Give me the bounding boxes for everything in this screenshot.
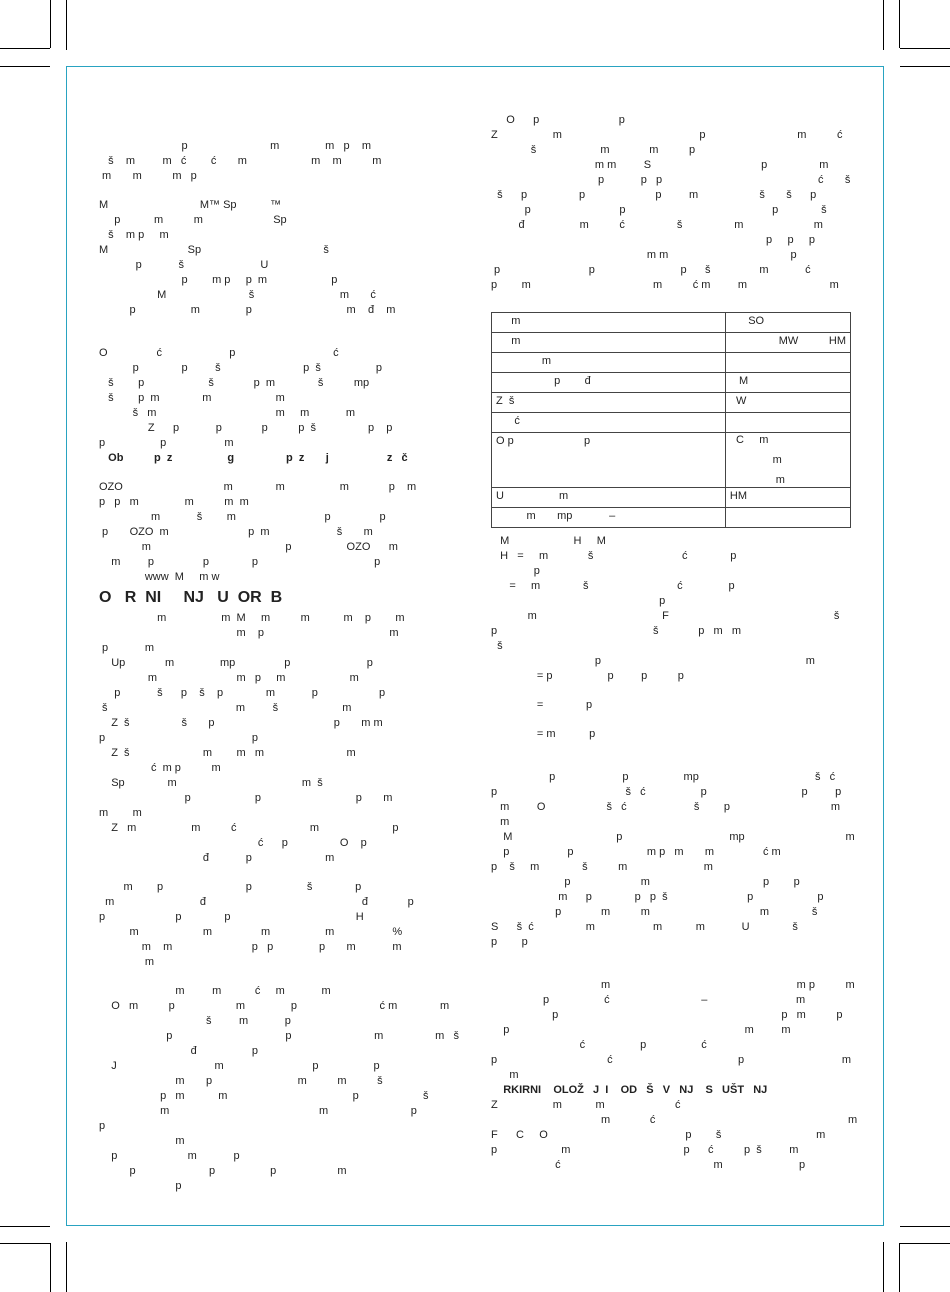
section-heading: O R NI NJ U OR B bbox=[99, 589, 283, 606]
text-line: m m M m m m p m bbox=[99, 612, 405, 624]
crop-mark bbox=[66, 0, 67, 50]
text-line: M Sp š bbox=[99, 244, 329, 256]
text-line: M p mp m bbox=[491, 831, 855, 843]
text-line: J m p p bbox=[99, 1060, 380, 1072]
text-line: p p bbox=[99, 732, 258, 744]
crop-mark bbox=[0, 1243, 50, 1244]
text-line: m m p p p m m bbox=[99, 941, 402, 953]
text-line: ć p O p bbox=[99, 837, 367, 849]
crop-mark bbox=[900, 1243, 950, 1244]
crop-mark bbox=[66, 1242, 67, 1292]
paragraph-gap bbox=[491, 756, 857, 770]
table-row bbox=[492, 373, 851, 393]
table-cell-value bbox=[725, 413, 850, 433]
text-line: Z š m m m m bbox=[99, 747, 356, 759]
text-line: p p p bbox=[491, 234, 815, 246]
table-cell-label: m bbox=[492, 313, 726, 333]
text-line: p p m p m m ć m bbox=[491, 846, 781, 858]
text-line: OZO m m m p m bbox=[99, 481, 417, 493]
text-line: p ć p m bbox=[491, 1054, 852, 1066]
paragraph-gap bbox=[99, 970, 459, 984]
text-line: p m bbox=[491, 655, 815, 667]
table-cell-value bbox=[725, 508, 850, 528]
text-line: ć m p m bbox=[99, 762, 221, 774]
text-line: p š U bbox=[99, 259, 269, 271]
text-line: Up m mp p p bbox=[99, 657, 373, 669]
crop-mark bbox=[900, 1226, 950, 1227]
table-cell-value: MW HM bbox=[725, 333, 850, 353]
bold-text-line: Ob p z g p z j z č bbox=[99, 452, 408, 464]
crop-mark bbox=[883, 1242, 884, 1292]
text-line: p m p p m p bbox=[99, 274, 338, 286]
text-line: m bbox=[99, 1135, 185, 1147]
text-line: đ m ć š m m bbox=[491, 219, 823, 231]
crop-mark bbox=[900, 48, 950, 49]
text-line: m m S p m bbox=[491, 159, 829, 171]
text-line: m m p bbox=[491, 249, 797, 261]
table-cell-value: M bbox=[725, 373, 850, 393]
text-line: m p OZO m bbox=[99, 541, 398, 553]
table-cell-label: m bbox=[492, 353, 726, 373]
text-line: p bbox=[99, 1120, 106, 1132]
table-cell-value bbox=[725, 353, 850, 373]
text-line: m š m p p bbox=[99, 511, 386, 523]
text-line: M H M bbox=[491, 535, 606, 547]
text-line: p m p ć p š m bbox=[491, 1144, 799, 1156]
table-cell-value: HM bbox=[725, 488, 850, 508]
text-line: p p mp š ć bbox=[491, 771, 836, 783]
text-line: š p p p m š š p bbox=[491, 189, 817, 201]
text-line: = m š ć p bbox=[491, 580, 735, 592]
crop-mark bbox=[0, 66, 50, 67]
paragraph-gap bbox=[491, 684, 857, 698]
text-line: p š m š m m bbox=[491, 861, 713, 873]
table-cell-label: U m bbox=[492, 488, 726, 508]
table-cell-label: ć bbox=[492, 413, 726, 433]
text-line: p p p m bbox=[99, 1165, 347, 1177]
table-row bbox=[492, 393, 851, 413]
table-row bbox=[492, 433, 851, 488]
text-line: p m m p š bbox=[99, 1090, 429, 1102]
text-line: Z š š p p m m bbox=[99, 717, 383, 729]
crop-mark bbox=[0, 1226, 50, 1227]
text-line: m m ć m m bbox=[99, 985, 331, 997]
text-line: Z m p m ć bbox=[491, 129, 843, 141]
text-line: đ p m bbox=[99, 852, 335, 864]
text-line: p š p m m bbox=[491, 625, 741, 637]
text-line: p p p š m ć bbox=[491, 264, 811, 276]
text-line: p m p p bbox=[491, 876, 800, 888]
table-row bbox=[492, 508, 851, 528]
text-line: p m m p m bbox=[99, 140, 371, 152]
text-line: š m š m bbox=[99, 702, 352, 714]
table-cell-label: p đ bbox=[492, 373, 726, 393]
text-line: m bbox=[491, 816, 510, 828]
text-line: m p p p p bbox=[99, 556, 381, 568]
text-line: m m m m % bbox=[99, 926, 403, 938]
text-line: F C O p š m bbox=[491, 1129, 826, 1141]
text-line: š m m m m bbox=[99, 407, 356, 419]
text-line: ć m p bbox=[491, 1159, 806, 1171]
text-line: m p p š p bbox=[99, 881, 362, 893]
text-line: p ć – m bbox=[491, 994, 806, 1006]
text-line: p m p m đ m bbox=[99, 304, 396, 316]
paragraph-gap bbox=[99, 332, 459, 346]
text-line: p p p š bbox=[491, 204, 827, 216]
text-line: p bbox=[491, 565, 540, 577]
text-line: š p š p m š mp bbox=[99, 377, 370, 389]
text-line: p š p š p m p p bbox=[99, 687, 386, 699]
specifications-table bbox=[491, 312, 851, 528]
paragraph-gap bbox=[99, 866, 459, 880]
text-line: đ p bbox=[99, 1045, 258, 1057]
text-line: m p m m š bbox=[99, 1075, 383, 1087]
text-line: O ć p ć bbox=[99, 347, 339, 359]
text-line: m đ đ p bbox=[99, 896, 414, 908]
text-line: m m p m bbox=[491, 979, 855, 991]
table-cell-value: SO bbox=[725, 313, 850, 333]
text-line: m m p m m bbox=[99, 672, 359, 684]
crop-mark bbox=[50, 1243, 51, 1292]
text-line: p m m Sp bbox=[99, 214, 287, 226]
table-row bbox=[492, 333, 851, 353]
text-line: š m m p bbox=[491, 144, 696, 156]
table-row bbox=[492, 313, 851, 333]
paragraph-gap bbox=[491, 964, 857, 978]
crop-mark bbox=[50, 0, 51, 48]
text-line: m p p p š p p bbox=[491, 891, 824, 903]
right-text-column-bottom bbox=[491, 534, 857, 1173]
table-cell-label: m mp – bbox=[492, 508, 726, 528]
text-line: p p m p bbox=[491, 1009, 843, 1021]
text-line: O p p bbox=[491, 114, 625, 126]
text-line: p p m bbox=[99, 437, 234, 449]
table-row bbox=[492, 413, 851, 433]
crop-mark bbox=[883, 0, 884, 50]
text-line: m O š ć š p m bbox=[491, 801, 841, 813]
table-cell-value: W bbox=[725, 393, 850, 413]
paragraph-gap bbox=[99, 466, 459, 480]
text-line: Z m m ć bbox=[491, 1099, 681, 1111]
crop-mark bbox=[900, 66, 950, 67]
text-line: p p p ć š bbox=[491, 174, 851, 186]
text-line: S š ć m m m U š bbox=[491, 921, 798, 933]
crop-mark bbox=[0, 48, 50, 49]
text-line: p p m m m m bbox=[99, 496, 249, 508]
text-line: m m m p bbox=[99, 170, 197, 182]
text-line: p š ć p p p bbox=[491, 786, 842, 798]
text-line: m bbox=[491, 1069, 519, 1081]
text-line: m F š bbox=[491, 610, 840, 622]
text-line: m bbox=[99, 956, 155, 968]
crop-mark bbox=[899, 0, 900, 48]
text-line: p p p m bbox=[99, 792, 393, 804]
text-line: š m p m bbox=[99, 229, 169, 241]
text-line: p bbox=[99, 1180, 182, 1192]
text-line: p p š p š p bbox=[99, 362, 383, 374]
text-line: š m m ć ć m m m m bbox=[99, 155, 382, 167]
table-row bbox=[492, 353, 851, 373]
text-line: m m p bbox=[99, 1105, 417, 1117]
text-line: www M m w bbox=[99, 571, 220, 583]
text-line: p p p H bbox=[99, 911, 364, 923]
text-line: p m bbox=[99, 642, 155, 654]
table-cell-value: C m m m bbox=[725, 433, 850, 488]
text-line: = p bbox=[491, 699, 593, 711]
paragraph-gap bbox=[491, 950, 857, 964]
right-text-column-top bbox=[491, 113, 850, 293]
text-line: ć p ć bbox=[491, 1039, 707, 1051]
bold-text-line: RKIRNI OLOŽ J I OD Š V NJ S UŠT NJ bbox=[491, 1084, 768, 1096]
text-line: p m m ć m m m bbox=[491, 279, 839, 291]
text-line: p m m m š bbox=[491, 906, 818, 918]
paragraph-gap bbox=[491, 742, 857, 756]
left-text-column bbox=[99, 139, 459, 1194]
text-line: = m p bbox=[491, 728, 596, 740]
text-line: H = m š ć p bbox=[491, 550, 737, 562]
table-cell-label: m bbox=[492, 333, 726, 353]
paragraph-gap bbox=[99, 318, 459, 332]
table-row bbox=[492, 488, 851, 508]
text-line: M š m ć bbox=[99, 289, 376, 301]
text-line: m m bbox=[99, 807, 142, 819]
text-line: p p m m š bbox=[99, 1030, 460, 1042]
text-line: š p m m m bbox=[99, 392, 285, 404]
text-line: M M™ Sp ™ bbox=[99, 199, 282, 211]
text-line: p OZO m p m š m bbox=[99, 526, 373, 538]
text-line: m p m bbox=[99, 627, 399, 639]
text-line: p m p bbox=[99, 1150, 240, 1162]
text-line: m ć m bbox=[491, 1114, 858, 1126]
table-cell-label: Z š bbox=[492, 393, 726, 413]
text-line: = p p p p bbox=[491, 670, 684, 682]
text-line: š bbox=[491, 640, 503, 652]
text-line: p bbox=[491, 595, 666, 607]
paragraph-gap bbox=[491, 713, 857, 727]
crop-mark bbox=[899, 1243, 900, 1292]
text-line: Z m m ć m p bbox=[99, 822, 399, 834]
text-line: p m m bbox=[491, 1024, 791, 1036]
paragraph-gap bbox=[99, 184, 459, 198]
text-line: Z p p p p š p p bbox=[99, 422, 393, 434]
text-line: Sp m m š bbox=[99, 777, 323, 789]
text-line: p p bbox=[491, 936, 528, 948]
text-line: O m p m p ć m m bbox=[99, 1000, 450, 1012]
table-cell-label: O p p bbox=[492, 433, 726, 488]
text-line: š m p bbox=[99, 1015, 291, 1027]
